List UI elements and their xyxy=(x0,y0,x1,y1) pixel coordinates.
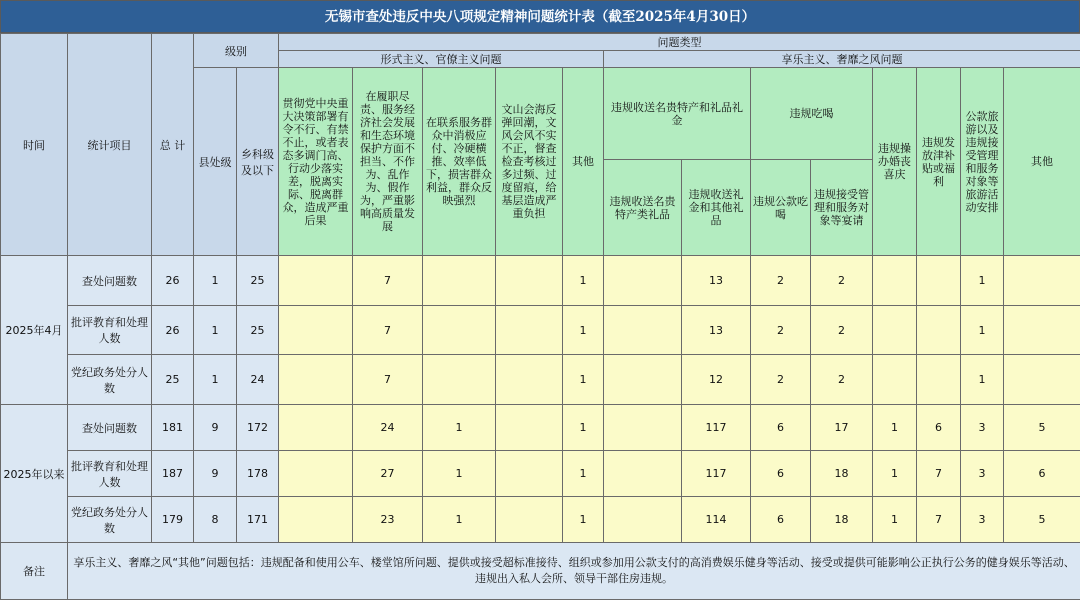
cell-total: 181 xyxy=(152,405,194,451)
cell-total: 187 xyxy=(152,451,194,497)
cell-township: 178 xyxy=(237,451,279,497)
cell-f-other: 1 xyxy=(563,497,604,543)
cell-h-other: 6 xyxy=(1004,451,1080,497)
cell-f2: 7 xyxy=(353,355,423,405)
header-time: 时间 xyxy=(1,34,68,256)
cell-h-subsidy: 6 xyxy=(917,405,961,451)
cell-h-other xyxy=(1004,355,1080,405)
table-row xyxy=(1,355,1080,405)
cell-eating-b: 17 xyxy=(811,405,873,451)
cell-eating-a: 6 xyxy=(751,451,811,497)
cell-total: 179 xyxy=(152,497,194,543)
cell-gifts-b: 13 xyxy=(682,306,751,355)
cell-h-wedding xyxy=(873,256,917,306)
cell-h-wedding: 1 xyxy=(873,497,917,543)
cell-county: 1 xyxy=(194,256,237,306)
header-eating: 违规吃喝 xyxy=(751,68,873,160)
cell-h-subsidy: 7 xyxy=(917,451,961,497)
header-h-travel: 公款旅游以及违规接受管理和服务对象等旅游活动安排 xyxy=(961,68,1004,256)
table-title: 无锡市查处违反中央八项规定精神问题统计表（截至2025年4月30日） xyxy=(0,0,1080,33)
header-formalism: 形式主义、官僚主义问题 xyxy=(279,51,604,68)
cell-eating-a: 6 xyxy=(751,405,811,451)
note-label: 备注 xyxy=(1,543,68,600)
cell-h-subsidy: 7 xyxy=(917,497,961,543)
cell-h-wedding xyxy=(873,306,917,355)
row-item-label: 批评教育和处理人数 xyxy=(68,451,152,497)
cell-h-travel: 1 xyxy=(961,256,1004,306)
cell-h-subsidy xyxy=(917,256,961,306)
table-row xyxy=(1,306,1080,355)
cell-h-wedding xyxy=(873,355,917,405)
cell-f4 xyxy=(496,497,563,543)
cell-f4 xyxy=(496,405,563,451)
cell-f-other: 1 xyxy=(563,306,604,355)
cell-eating-b: 2 xyxy=(811,355,873,405)
cell-f2: 27 xyxy=(353,451,423,497)
cell-f1 xyxy=(279,451,353,497)
cell-f4 xyxy=(496,355,563,405)
cell-eating-a: 6 xyxy=(751,497,811,543)
table-row xyxy=(1,497,1080,543)
row-item-label: 查处问题数 xyxy=(68,256,152,306)
cell-township: 172 xyxy=(237,405,279,451)
cell-h-other xyxy=(1004,256,1080,306)
cell-f3: 1 xyxy=(423,451,496,497)
statistics-table xyxy=(0,33,1080,600)
row-item-label: 党纪政务处分人数 xyxy=(68,355,152,405)
cell-f-other: 1 xyxy=(563,355,604,405)
period-label: 2025年以来 xyxy=(1,405,68,543)
cell-gifts-b: 117 xyxy=(682,451,751,497)
cell-county: 1 xyxy=(194,355,237,405)
header-gifts: 违规收送名贵特产和礼品礼金 xyxy=(604,68,751,160)
cell-h-wedding: 1 xyxy=(873,405,917,451)
header-level: 级别 xyxy=(194,34,279,68)
cell-f3: 1 xyxy=(423,405,496,451)
cell-gifts-a xyxy=(604,306,682,355)
cell-f1 xyxy=(279,306,353,355)
cell-gifts-b: 114 xyxy=(682,497,751,543)
cell-eating-a: 2 xyxy=(751,256,811,306)
cell-f4 xyxy=(496,256,563,306)
cell-gifts-a xyxy=(604,497,682,543)
cell-total: 26 xyxy=(152,256,194,306)
period-label: 2025年4月 xyxy=(1,256,68,405)
cell-gifts-b: 13 xyxy=(682,256,751,306)
row-item-label: 党纪政务处分人数 xyxy=(68,497,152,543)
cell-h-wedding: 1 xyxy=(873,451,917,497)
cell-gifts-a xyxy=(604,405,682,451)
header-eating-a: 违规公款吃喝 xyxy=(751,160,811,256)
header-f3: 在联系服务群众中消极应付、冷硬横推、效率低下，损害群众利益，群众反映强烈 xyxy=(423,68,496,256)
cell-county: 9 xyxy=(194,405,237,451)
cell-gifts-b: 12 xyxy=(682,355,751,405)
cell-h-travel: 3 xyxy=(961,405,1004,451)
cell-f1 xyxy=(279,405,353,451)
note-text: 享乐主义、奢靡之风“其他”问题包括：违规配备和使用公车、楼堂馆所问题、提供或接受超标准接待、组织或参加用公款支付的高消费娱乐健身等活动、接受或提供可能影响公正执行公务的健身娱乐等活动、违规出入私人会所、领导干部住房违规。 xyxy=(68,543,1080,600)
cell-f3 xyxy=(423,355,496,405)
cell-gifts-b: 117 xyxy=(682,405,751,451)
cell-county: 8 xyxy=(194,497,237,543)
header-township: 乡科级及以下 xyxy=(237,68,279,256)
cell-total: 26 xyxy=(152,306,194,355)
header-f-other: 其他 xyxy=(563,68,604,256)
cell-gifts-a xyxy=(604,355,682,405)
header-h-subsidy: 违规发放津补贴或福利 xyxy=(917,68,961,256)
cell-township: 171 xyxy=(237,497,279,543)
cell-eating-b: 2 xyxy=(811,306,873,355)
header-f2: 在履职尽责、服务经济社会发展和生态环境保护方面不担当、不作为、乱作为、假作为，严重影响高质量发展 xyxy=(353,68,423,256)
cell-f3 xyxy=(423,306,496,355)
cell-h-travel: 1 xyxy=(961,306,1004,355)
header-total: 总 计 xyxy=(152,34,194,256)
header-hedonism: 享乐主义、奢靡之风问题 xyxy=(604,51,1080,68)
cell-eating-a: 2 xyxy=(751,306,811,355)
cell-h-subsidy xyxy=(917,306,961,355)
cell-h-travel: 1 xyxy=(961,355,1004,405)
table-row xyxy=(1,405,1080,451)
header-problem-type: 问题类型 xyxy=(279,34,1080,51)
cell-f3 xyxy=(423,256,496,306)
cell-f2: 24 xyxy=(353,405,423,451)
cell-h-travel: 3 xyxy=(961,451,1004,497)
note-row xyxy=(1,543,1080,600)
cell-eating-a: 2 xyxy=(751,355,811,405)
cell-f1 xyxy=(279,355,353,405)
cell-f1 xyxy=(279,256,353,306)
header-h-other: 其他 xyxy=(1004,68,1080,256)
row-item-label: 批评教育和处理人数 xyxy=(68,306,152,355)
cell-county: 9 xyxy=(194,451,237,497)
header-f4: 文山会海反弹回潮，文风会风不实不正，督查检查考核过多过频、过度留痕，给基层造成严重负担 xyxy=(496,68,563,256)
header-f1: 贯彻党中央重大决策部署有令不行、有禁不止，或者表态多调门高、行动少落实差，脱离实际、脱离群众，造成严重后果 xyxy=(279,68,353,256)
cell-f4 xyxy=(496,306,563,355)
cell-h-subsidy xyxy=(917,355,961,405)
cell-f2: 7 xyxy=(353,256,423,306)
cell-f-other: 1 xyxy=(563,256,604,306)
cell-h-travel: 3 xyxy=(961,497,1004,543)
cell-total: 25 xyxy=(152,355,194,405)
cell-h-other: 5 xyxy=(1004,497,1080,543)
header-item: 统计项目 xyxy=(68,34,152,256)
cell-eating-b: 18 xyxy=(811,497,873,543)
cell-gifts-a xyxy=(604,256,682,306)
table-row xyxy=(1,451,1080,497)
cell-township: 24 xyxy=(237,355,279,405)
table-row xyxy=(1,256,1080,306)
cell-f-other: 1 xyxy=(563,405,604,451)
row-item-label: 查处问题数 xyxy=(68,405,152,451)
cell-eating-b: 18 xyxy=(811,451,873,497)
header-eating-b: 违规接受管理和服务对象等宴请 xyxy=(811,160,873,256)
header-county: 县处级 xyxy=(194,68,237,256)
header-h-wedding: 违规操办婚丧喜庆 xyxy=(873,68,917,256)
cell-county: 1 xyxy=(194,306,237,355)
cell-township: 25 xyxy=(237,306,279,355)
header-gifts-b: 违规收送礼金和其他礼品 xyxy=(682,160,751,256)
cell-gifts-a xyxy=(604,451,682,497)
cell-h-other xyxy=(1004,306,1080,355)
cell-h-other: 5 xyxy=(1004,405,1080,451)
cell-f2: 23 xyxy=(353,497,423,543)
cell-f3: 1 xyxy=(423,497,496,543)
cell-f-other: 1 xyxy=(563,451,604,497)
cell-f1 xyxy=(279,497,353,543)
cell-eating-b: 2 xyxy=(811,256,873,306)
cell-f4 xyxy=(496,451,563,497)
header-gifts-a: 违规收送名贵特产类礼品 xyxy=(604,160,682,256)
cell-township: 25 xyxy=(237,256,279,306)
cell-f2: 7 xyxy=(353,306,423,355)
